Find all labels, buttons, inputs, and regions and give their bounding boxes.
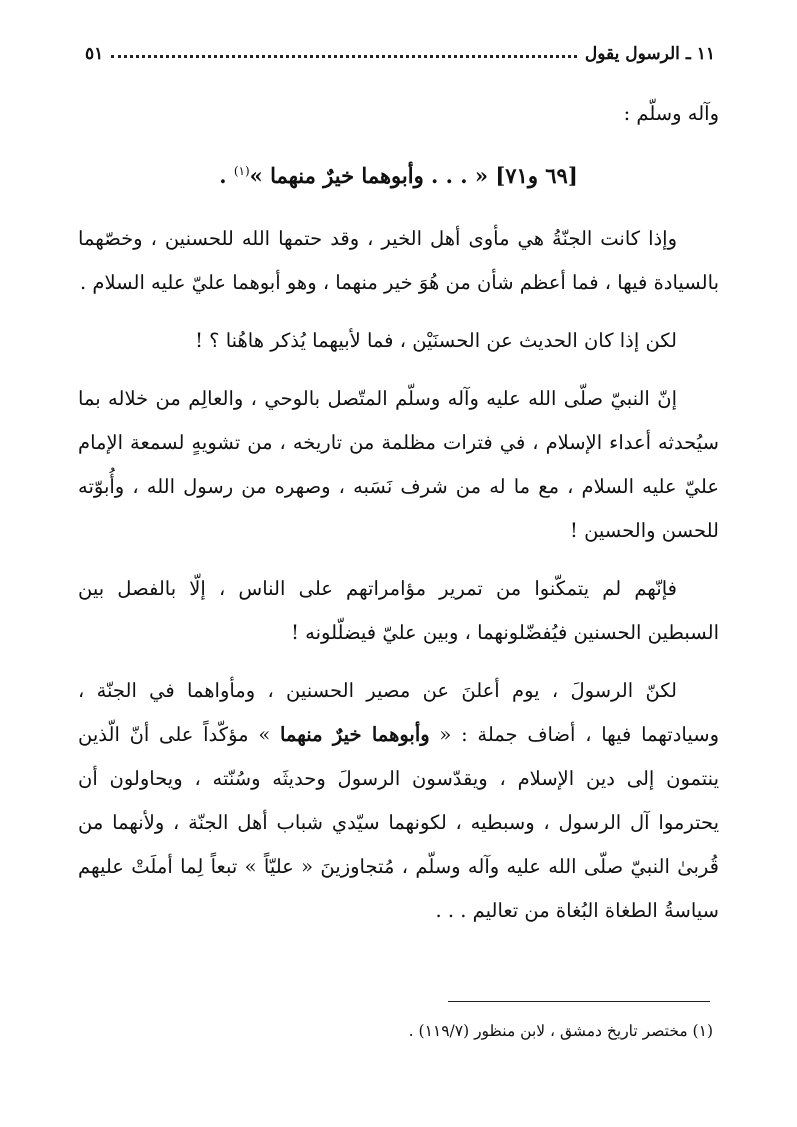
paragraph-5-lead: لكنّ الرسولَ ، يوم أعلنَ عن مصير الحسنين ، ومأواهما في الجنّة ، وسيادتهما فيها ، أضاف جملة : « [78,679,719,746]
main-text [78,92,719,947]
opening-line: وآله وسلّم : [623,102,719,125]
paragraph-2: لكن إذا كان الحديث عن الحسنَيْن ، فما لأبيهما يُذكر هاهُنا ؟ ! [195,329,677,352]
bold-quote: وأبوهما خيرٌ منهما [279,723,430,746]
paragraph-5 [78,669,719,933]
paragraph-3: إنّ النبيّ صلّى الله عليه وآله وسلّم المتّصل بالوحي ، والعالِم من خلاله بما سيُحدثه أعداء الإسلام ، في فترات مظلمة من تاريخه ، من تشويهٍ لسمعة الإمام عليّ عليه السلام ، مع ما له من شرف نَسَبه ، وصهره من رسول الله ، وأُبوّته للحسن والحسين ! [78,387,719,542]
footnote-marker: (١) [233,164,250,178]
heading-end-mark: . [219,163,234,188]
heading-text: [٦٩ و٧١] « . . . وأبوهما خيرٌ منهما » [249,163,578,188]
footnote-separator [448,1001,710,1002]
paragraph-4: فإنّهم لم يتمكّنوا من تمرير مؤامراتهم على الناس ، إلّا بالفصل بين السبطين الحسنين فيُفضّلونهما ، وبين عليّ فيضلّلونه ! [78,577,719,644]
paragraph-5-rest: » مؤكّداً على أنّ الّذين ينتمون إلى دين الإسلام ، ويقدّسون الرسولَ وحديثَه وسُنّته ، ويحاولون أن يحترموا آل الرسول ، وسبطيه ، لكونهما سيّدي شباب أهل الجنّة ، ولأنهما من قُربىٰ النبيّ صلّى الله عليه وآله وسلّم ، مُتجاوزينَ « عليّاً » تبعاً لِما أملَتْ عليهم سياسةُ الطغاة البُغاة من تعاليم . . . [78,723,719,922]
section-heading [78,144,719,203]
page-number: ٥١ [85,44,104,64]
paragraph-1: وإذا كانت الجنّةُ هي مأوى أهل الخير ، وقد حتمها الله للحسنين ، وخصّهما بالسيادة فيها ، فما أعظم شأن من هُوَ خير منهما ، وهو أبوهما عليّ عليه السلام . [78,227,719,294]
running-header [85,30,715,64]
footnote: (١) مختصر تاريخ دمشق ، لابن منظور (١١٩/٧) . [408,1022,713,1040]
leader-dots [111,55,577,58]
chapter-title: ١١ ـ الرسول يقول [584,44,715,64]
